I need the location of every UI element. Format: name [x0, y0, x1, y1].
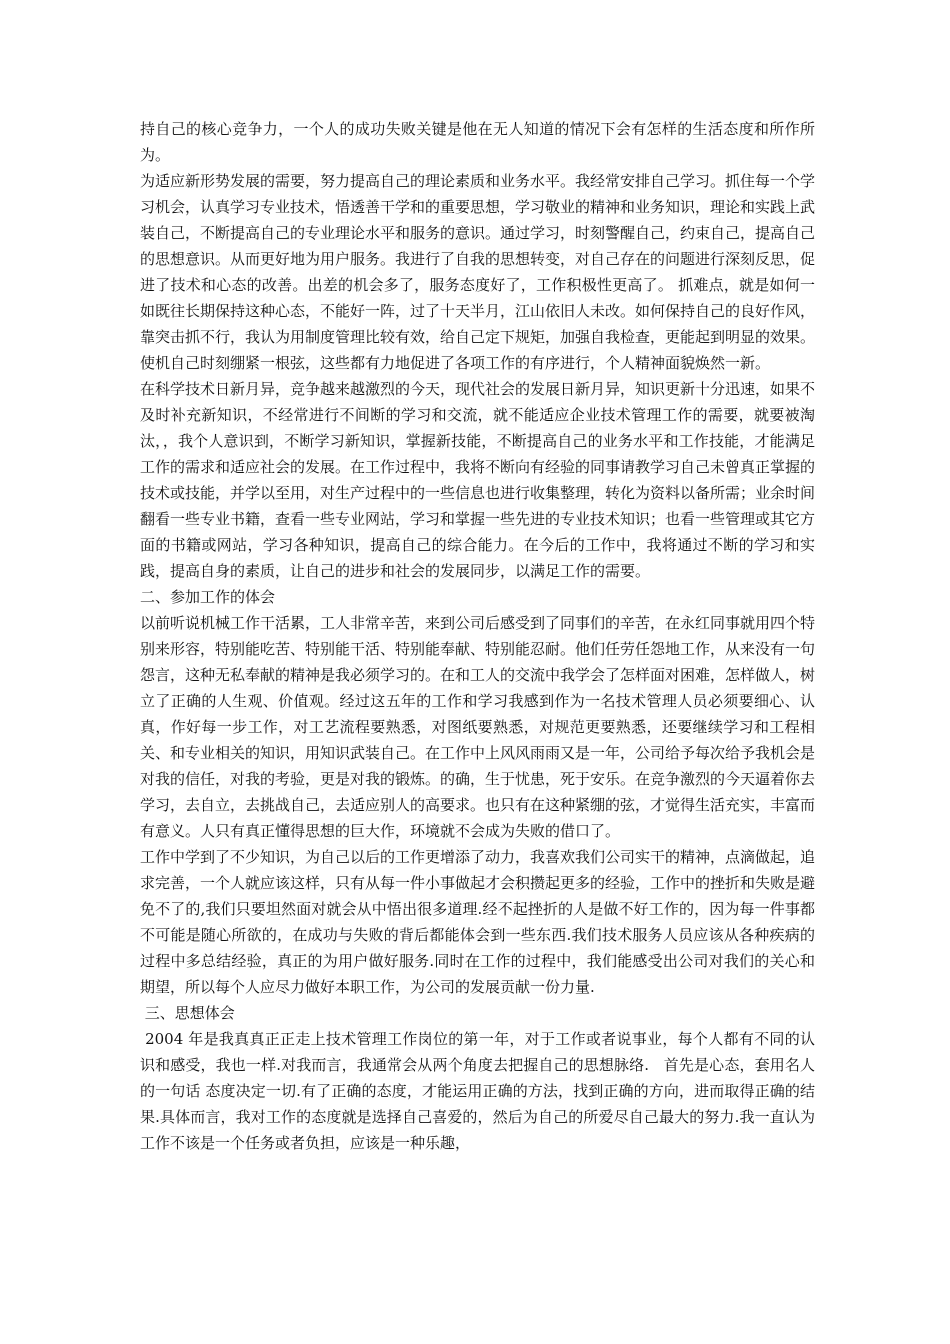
paragraph-study-improvement: 为适应新形势发展的需要，努力提高自己的理论素质和业务水平。我经常安排自己学习。抓住每一个学习机会，认真学习专业技术，悟透善干学和的重要思想，学习敬业的精神和业务知识，理论和实践上武装自己，不断提高自己的专业理论水平和服务的意识。通过学习，时刻警醒自己，约束自己，提高自己的思想意识。从而更好地为用户服务。我进行了自我的思想转变，对自己存在的问题进行深刻反思，促进了技术和心态的改善。出差的机会多了，服务态度好了，工作积极性更高了。 抓难点，就是如何一如既往长期保持这种心态，不能好一阵，过了十天半月，江山依旧人未改。如何保持自己的良好作风，靠突击抓不行，我认为用制度管理比较有效，给自己定下规矩，加强自我检查，更能起到明显的效果。使机自己时刻绷紧一根弦，这些都有力地促进了各项工作的有序进行，个人精神面貌焕然一新。: [140, 172, 816, 372]
paragraph-work-experience: 以前听说机械工作干活累，工人非常辛苦，来到公司后感受到了同事们的辛苦，在永红同事就用四个特别来形容，特别能吃苦、特别能干活、特别能奉献、特别能忍耐。他们任劳任怨地工作，从来没有一句怨言，这种无私奉献的精神是我必须学习的。在和工人的交流中我学会了怎样面对困难，怎样做人，树立了正确的人生观、价值观。经过这五年的工作和学习我感到作为一名技术管理人员必须要细心、认真，作好每一步工作，对工艺流程要熟悉，对图纸要熟悉，对规范更要熟悉，还要继续学习和工程相关、和专业相关的知识，用知识武装自己。在工作中上风风雨雨又是一年，公司给予每次给予我机会是对我的信任，对我的考验，更是对我的锻炼。的确，生于忧患，死于安乐。在竞争激烈的今天逼着你去学习，去自立，去挑战自己，去适应别人的高要求。也只有在这种紧绷的弦，才觉得生活充实，丰富而有意义。人只有真正懂得思想的巨大作，环境就不会成为失败的借口了。: [140, 614, 816, 840]
paragraph-thoughts: 2004 年是我真真正正走上技术管理工作岗位的第一年，对于工作或者说事业，每个人都有不同的认识和感受，我也一样.对我而言，我通常会从两个角度去把握自己的思想脉络. 首先是心态，套用名人的一句话 态度决定一切.有了正确的态度，才能运用正确的方法，找到正确的方向，进而取得正确的结果.具体而言，我对工作的态度就是选择自己喜爱的，然后为自己的所爱尽自己最大的努力.我一直认为工作不该是一个任务或者负担，应该是一种乐趣，: [140, 1030, 815, 1152]
paragraph-continuous-learning: 在科学技术日新月异，竞争越来越激烈的今天，现代社会的发展日新月异，知识更新十分迅速，如果不及时补充新知识，不经常进行不间断的学习和交流，就不能适应企业技术管理工作的需要，就要被淘汰，，我个人意识到，不断学习新知识，掌握新技能，不断提高自己的业务水平和工作技能，才能满足工作的需求和适应社会的发展。在工作过程中，我将不断向有经验的同事请教学习自己未曾真正掌握的技术或技能，并学以至用，对生产过程中的一些信息也进行收集整理，转化为资料以备所需；业余时间翻看一些专业书籍，查看一些专业网站，学习和掌握一些先进的专业技术知识；也看一些管理或其它方面的书籍或网站，学习各种知识，提高自己的综合能力。在今后的工作中，我将通过不断的学习和实践，提高自身的素质，让自己的进步和社会的发展同步，以满足工作的需要。: [140, 380, 816, 580]
paragraph-knowledge-gained: 工作中学到了不少知识，为自己以后的工作更增添了动力，我喜欢我们公司实干的精神，点滴做起，追求完善，一个人就应该这样，只有从每一件小事做起才会积攒起更多的经验，工作中的挫折和失败是避免不了的,我们只要坦然面对就会从中悟出很多道理.经不起挫折的人是做不好工作的，因为每一件事都不可能是随心所欲的，在成功与失败的背后都能体会到一些东西.我们技术服务人员应该从各种疾病的过程中多总结经验，真正的为用户做好服务.同时在工作的过程中，我们能感受出公司对我们的关心和期望，所以每个人应尽力做好本职工作，为公司的发展贡献一份力量.: [140, 848, 816, 996]
document-page: [140, 116, 815, 1156]
section-heading-work-experience: 二、参加工作的体会: [140, 588, 276, 606]
paragraph-intro-continuation: 持自己的核心竞争力，一个人的成功失败关键是他在无人知道的情况下会有怎样的生活态度和所作所为。: [140, 120, 815, 164]
section-heading-thoughts: 三、思想体会: [140, 1004, 235, 1022]
